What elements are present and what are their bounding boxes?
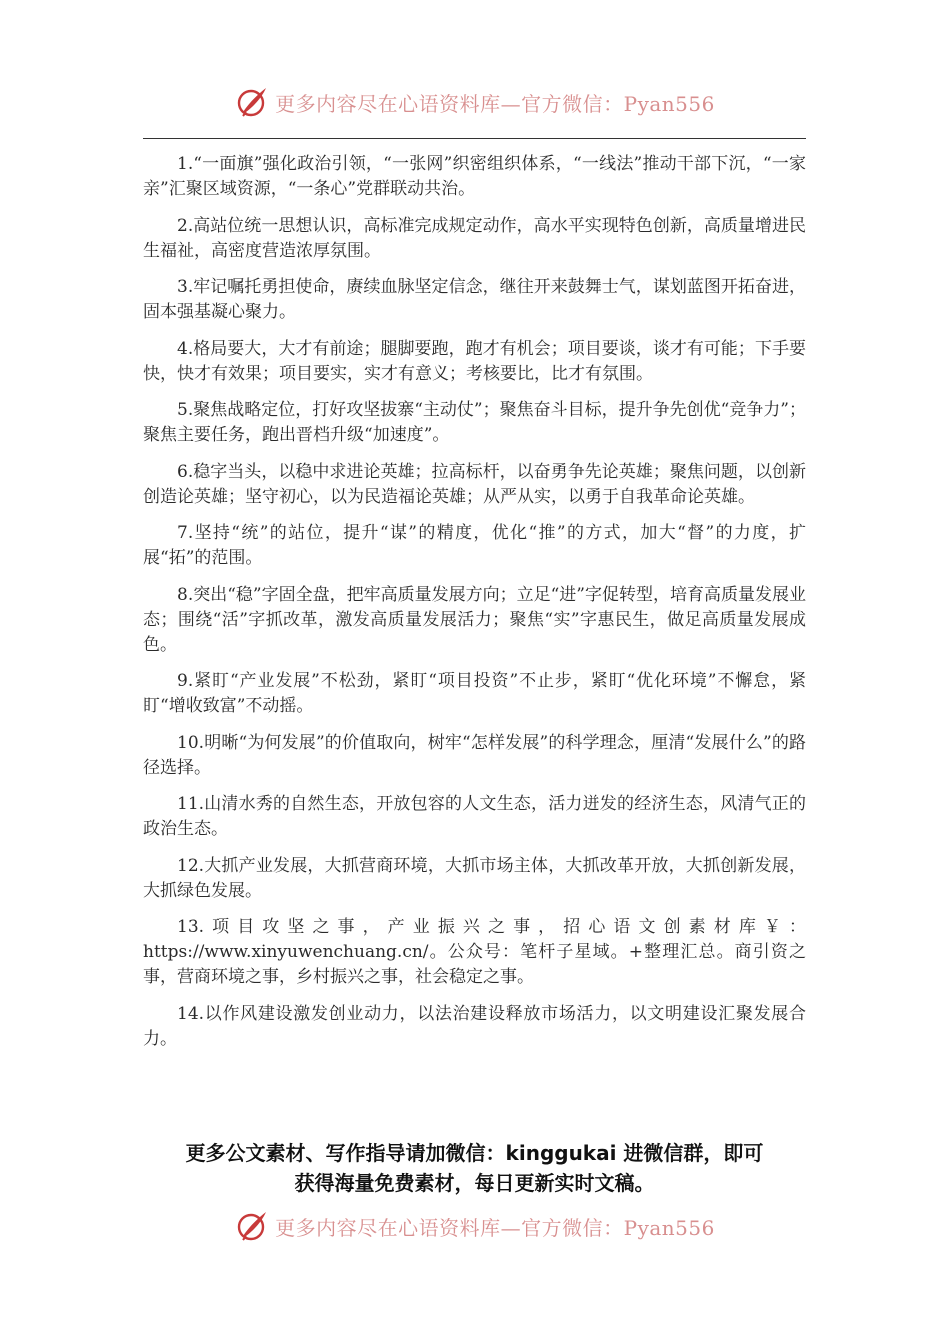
paragraph-1: 1.“一面旗”强化政治引领，“一张网”织密组织体系，“一线法”推动干部下沉，“一家亲”汇聚区域资源，“一条心”党群联动共治。	[143, 154, 806, 199]
banner-text: 更多内容尽在心语资料库—官方微信：Pyan556	[275, 91, 715, 116]
paragraph-11: 11.山清水秀的自然生态，开放包容的人文生态，活力迸发的经济生态，风清气正的政治生态。	[143, 794, 806, 839]
paragraph-12: 12.大抓产业发展，大抓营商环境，大抓市场主体，大抓改革开放，大抓创新发展，大抓绿色发展。	[143, 855, 806, 901]
promo-line-2: 获得海量免费素材，每日更新实时文稿。	[294, 1171, 655, 1195]
promo-text	[143, 1138, 806, 1198]
paragraph-3: 3.牢记嘱托勇担使命，赓续血脉坚定信念，继往开来鼓舞士气，谋划蓝图开拓奋进，固本强基凝心聚力。	[143, 277, 806, 322]
promo-line-1: 更多公文素材、写作指导请加微信：kinggukai 进微信群，即可	[185, 1141, 764, 1165]
paragraph-10: 10.明晰“为何发展”的价值取向，树牢“怎样发展”的科学理念，厘清“发展什么”的路径选择。	[143, 732, 806, 778]
footer-banner	[0, 1206, 950, 1246]
banner-text: 更多内容尽在心语资料库—官方微信：Pyan556	[275, 1215, 715, 1240]
paragraph-8: 8.突出“稳”字固全盘，把牢高质量发展方向；立足“进”字促转型，培育高质量发展业态；围绕“活”字抓改革，激发高质量发展活力；聚焦“实”字惠民生，做足高质量发展成色。	[143, 584, 806, 655]
paragraph-5: 5.聚焦战略定位，打好攻坚拔寨“主动仗”；聚焦奋斗目标，提升争先创优“竞争力”；聚焦主要任务，跑出晋档升级“加速度”。	[143, 400, 806, 445]
paragraph-14: 14.以作风建设激发创业动力，以法治建设释放市场活力，以文明建设汇聚发展合力。	[143, 1003, 806, 1049]
paragraph-13: 13.项目攻坚之事，产业振兴之事，招心语文创素材库￥：https://www.xinyuwenchuang.cn/。公众号：笔杆子星域。+整理汇总。商引资之事，营商环境之事，乡村振兴之事，社会稳定之事。	[143, 917, 806, 987]
quill-pen-logo-icon	[235, 85, 269, 119]
paragraph-7: 7.坚持“统”的站位，提升“谋”的精度，优化“推”的方式，加大“督”的力度，扩展“拓”的范围。	[143, 523, 806, 568]
header-banner	[0, 82, 950, 122]
quill-pen-logo-icon	[235, 1209, 269, 1243]
paragraph-2: 2.高站位统一思想认识，高标准完成规定动作，高水平实现特色创新，高质量增进民生福祉，高密度营造浓厚氛围。	[143, 215, 806, 261]
paragraph-4: 4.格局要大，大才有前途；腿脚要跑，跑才有机会；项目要谈，谈才有可能；下手要快，快才有效果；项目要实，实才有意义；考核要比，比才有氛围。	[143, 338, 806, 384]
paragraph-9: 9.紧盯“产业发展”不松劲，紧盯“项目投资”不止步，紧盯“优化环境”不懈怠，紧盯“增收致富”不动摇。	[143, 671, 806, 716]
document-body	[143, 152, 806, 1063]
header-divider	[143, 138, 806, 139]
paragraph-6: 6.稳字当头，以稳中求进论英雄；拉高标杆，以奋勇争先论英雄；聚焦问题，以创新创造论英雄；坚守初心，以为民造福论英雄；从严从实，以勇于自我革命论英雄。	[143, 461, 806, 507]
